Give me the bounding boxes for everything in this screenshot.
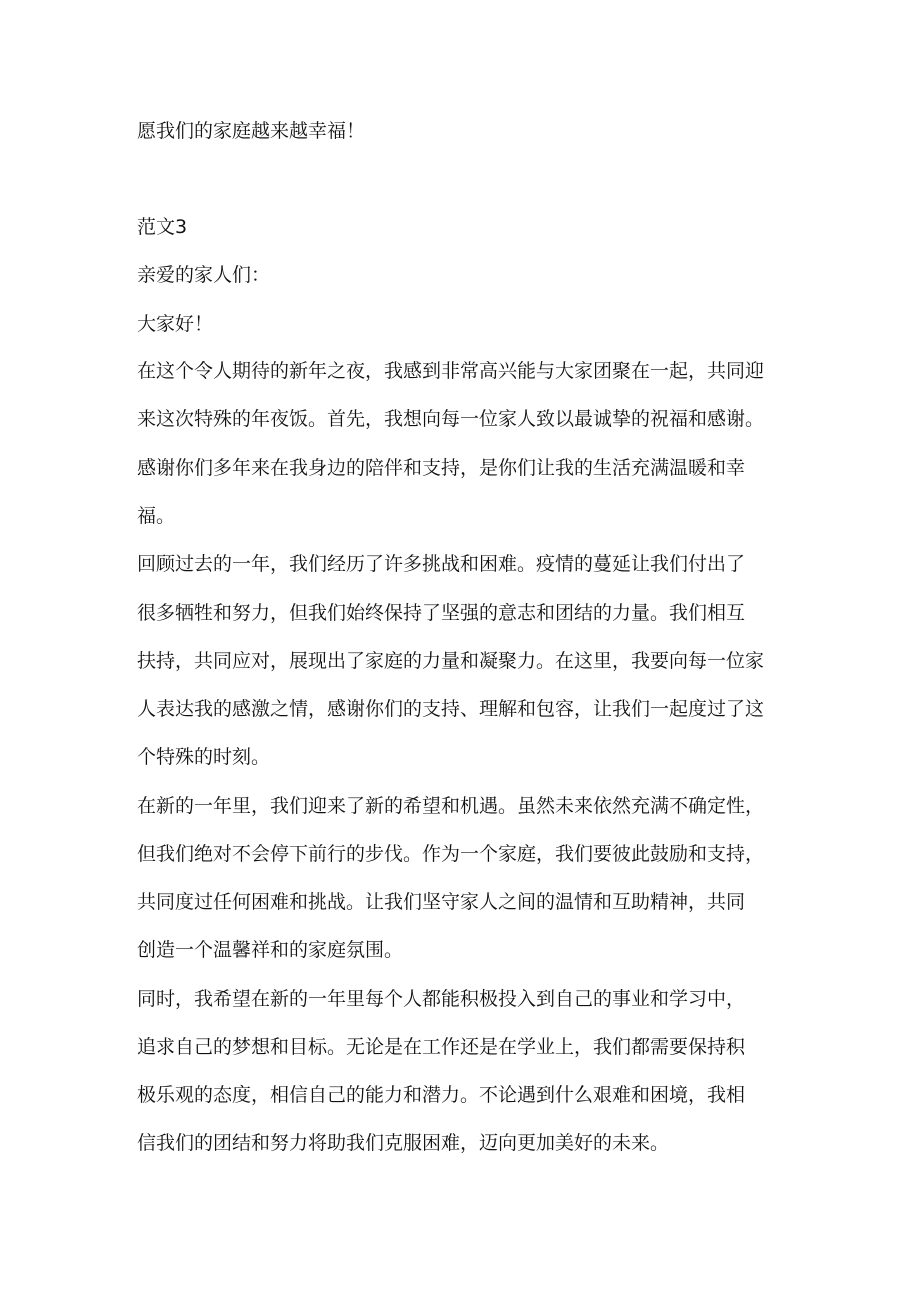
paragraph-4-line-2: 追求自己的梦想和目标。无论是在工作还是在学业上，我们都需要保持积 <box>137 1036 746 1058</box>
salutation-line: 亲爱的家人们： <box>137 264 271 286</box>
paragraph-1-line-4: 福。 <box>137 505 176 527</box>
paragraph-3-line-3: 共同度过任何困难和挑战。让我们坚守家人之间的温情和互助精神，共同 <box>137 891 746 913</box>
paragraph-4-line-1: 同时，我希望在新的一年里每个人都能积极投入到自己的事业和学习中， <box>137 988 746 1010</box>
paragraph-3-line-1: 在新的一年里，我们迎来了新的希望和机遇。虽然未来依然充满不确定性， <box>137 795 765 817</box>
section-heading: 范文3 <box>137 216 188 238</box>
paragraph-2-line-2: 很多牺牲和努力，但我们始终保持了坚强的意志和团结的力量。我们相互 <box>137 602 746 624</box>
paragraph-1-line-2: 来这次特殊的年夜饭。首先，我想向每一位家人致以最诚挚的祝福和感谢。 <box>137 408 765 430</box>
paragraph-4-line-3: 极乐观的态度，相信自己的能力和潜力。不论遇到什么艰难和困境，我相 <box>137 1084 746 1106</box>
paragraph-1-line-3: 感谢你们多年来在我身边的陪伴和支持，是你们让我的生活充满温暖和幸 <box>137 457 746 479</box>
paragraph-1-line-1: 在这个令人期待的新年之夜，我感到非常高兴能与大家团聚在一起，共同迎 <box>137 360 765 382</box>
paragraph-2-line-3: 扶持，共同应对，展现出了家庭的力量和凝聚力。在这里，我要向每一位家 <box>137 650 765 672</box>
paragraph-2-line-4: 人表达我的感激之情，感谢你们的支持、理解和包容，让我们一起度过了这 <box>137 698 765 720</box>
paragraph-2-line-5: 个特殊的时刻。 <box>137 746 271 768</box>
closing-line: 愿我们的家庭越来越幸福！ <box>137 120 366 142</box>
paragraph-4-line-4: 信我们的团结和努力将助我们克服困难，迈向更加美好的未来。 <box>137 1132 670 1154</box>
paragraph-3-line-4: 创造一个温馨祥和的家庭氛围。 <box>137 939 404 961</box>
paragraph-3-line-2: 但我们绝对不会停下前行的步伐。作为一个家庭，我们要彼此鼓励和支持， <box>137 843 765 865</box>
greeting-line: 大家好！ <box>137 313 214 335</box>
paragraph-2-line-1: 回顾过去的一年，我们经历了许多挑战和困难。疫情的蔓延让我们付出了 <box>137 553 746 575</box>
